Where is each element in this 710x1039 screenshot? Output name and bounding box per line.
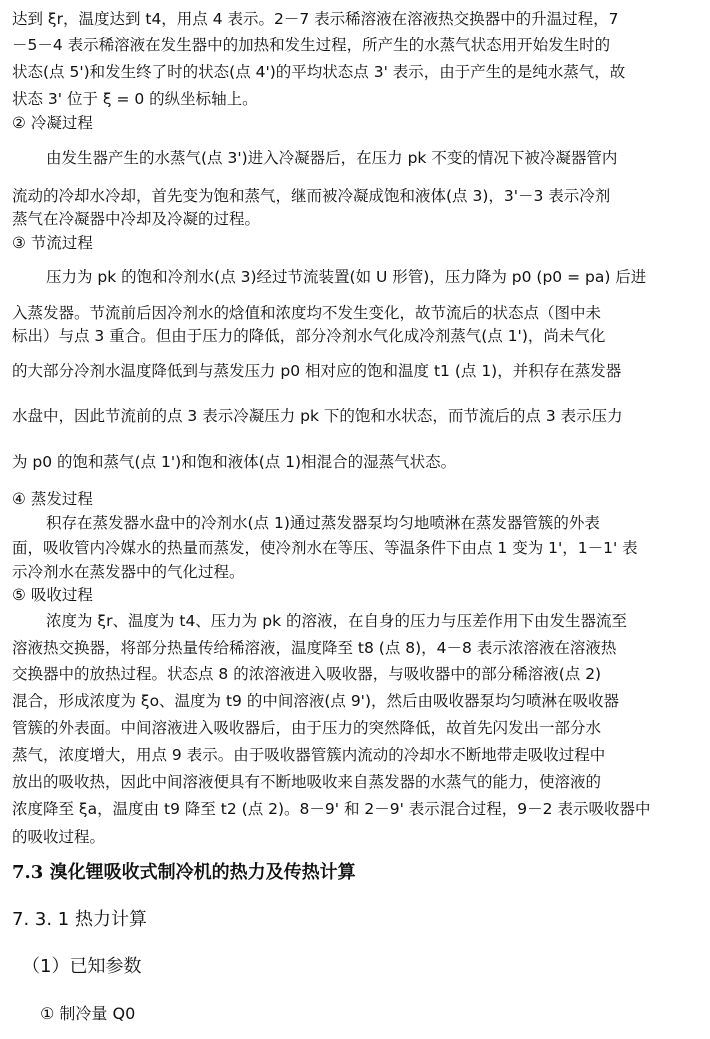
- paragraph-line: 面，吸收管内冷媒水的热量而蒸发，使冷剂水在等压、等温条件下由点 1 变为 1'，1－1' 表: [12, 539, 638, 557]
- paragraph-line: 压力为 pk 的饱和冷剂水(点 3)经过节流装置(如 U 形管)，压力降为 p0 (p0 = pa) 后进: [46, 268, 647, 286]
- subsection-title: ③ 节流过程: [12, 234, 93, 252]
- paragraph-line: 标出）与点 3 重合。但由于压力的降低，部分冷剂水气化成冷剂蒸气(点 1')，尚未气化: [12, 327, 606, 345]
- paragraph-line: 混合，形成浓度为 ξo、温度为 t9 的中间溶液(点 9')，然后由吸收器泵均匀喷淋在吸收器: [12, 692, 619, 710]
- paragraph-line: 浓度为 ξr、温度为 t4、压力为 pk 的溶液，在自身的压力与压差作用下由发生器流至: [46, 612, 627, 630]
- subsection-title: ② 冷凝过程: [12, 114, 93, 132]
- paragraph-line: 交换器中的放热过程。状态点 8 的浓溶液进入吸收器，与吸收器中的部分稀溶液(点 2): [12, 665, 602, 683]
- paragraph-line: 的吸收过程。: [12, 828, 106, 846]
- paragraph-line: 入蒸发器。节流前后因冷剂水的焓值和浓度均不发生变化，故节流后的状态点（图中未: [12, 304, 602, 322]
- paragraph-line: 蒸气在冷凝器中冷却及冷凝的过程。: [12, 210, 261, 228]
- paragraph-line: 状态(点 5')和发生终了时的状态(点 4')的平均状态点 3' 表示，由于产生的是纯水蒸气，故: [12, 63, 626, 81]
- paragraph-line: 为 p0 的饱和蒸气(点 1')和饱和液体(点 1)相混合的湿蒸气状态。: [12, 453, 457, 471]
- paragraph-line: 示冷剂水在蒸发器中的气化过程。: [12, 563, 245, 581]
- paragraph-line: 状态 3' 位于 ξ = 0 的纵坐标轴上。: [12, 90, 258, 108]
- paragraph-line: 管簇的外表面。中间溶液进入吸收器后，由于压力的突然降低，故首先闪发出一部分水: [12, 719, 602, 737]
- subsection-heading: 7. 3. 1 热力计算: [12, 909, 147, 930]
- paragraph-line: 溶液热交换器，将部分热量传给稀溶液，温度降至 t8 (点 8)，4－8 表示浓溶液在溶液热: [12, 639, 617, 657]
- paragraph-line: 水盘中，因此节流前的点 3 表示冷凝压力 pk 下的饱和水状态，而节流后的点 3 表示压力: [12, 407, 623, 425]
- section-heading: 7.3 溴化锂吸收式制冷机的热力及传热计算: [12, 862, 356, 883]
- subsection-title: ⑤ 吸收过程: [12, 586, 93, 604]
- parameter-item: ① 制冷量 Q0: [40, 1004, 136, 1023]
- paragraph-line: 达到 ξr，温度达到 t4，用点 4 表示。2－7 表示稀溶液在溶液热交换器中的升温过程，7: [12, 10, 619, 28]
- paragraph-line: 浓度降至 ξa，温度由 t9 降至 t2 (点 2)。8－9' 和 2－9' 表示混合过程，9－2 表示吸收器中: [12, 800, 651, 818]
- parameter-heading: （1）已知参数: [22, 956, 142, 977]
- paragraph-line: 的大部分冷剂水温度降低到与蒸发压力 p0 相对应的饱和温度 t1 (点 1)，并积存在蒸发器: [12, 362, 622, 380]
- paragraph-line: 由发生器产生的水蒸气(点 3')进入冷凝器后，在压力 pk 不变的情况下被冷凝器管内: [46, 149, 618, 167]
- paragraph-line: 放出的吸收热，因此中间溶液便具有不断地吸收来自蒸发器的水蒸气的能力，使溶液的: [12, 773, 602, 791]
- paragraph-line: 积存在蒸发器水盘中的冷剂水(点 1)通过蒸发器泵均匀地喷淋在蒸发器管簇的外表: [46, 514, 600, 532]
- paragraph-line: 流动的冷却水冷却，首先变为饱和蒸气，继而被冷凝成饱和液体(点 3)，3'－3 表示冷剂: [12, 187, 611, 205]
- paragraph-line: 蒸气，浓度增大，用点 9 表示。由于吸收器管簇内流动的冷却水不断地带走吸收过程中: [12, 746, 606, 764]
- paragraph-line: －5－4 表示稀溶液在发生器中的加热和发生过程，所产生的水蒸气状态用开始发生时的: [12, 36, 611, 54]
- subsection-title: ④ 蒸发过程: [12, 490, 93, 508]
